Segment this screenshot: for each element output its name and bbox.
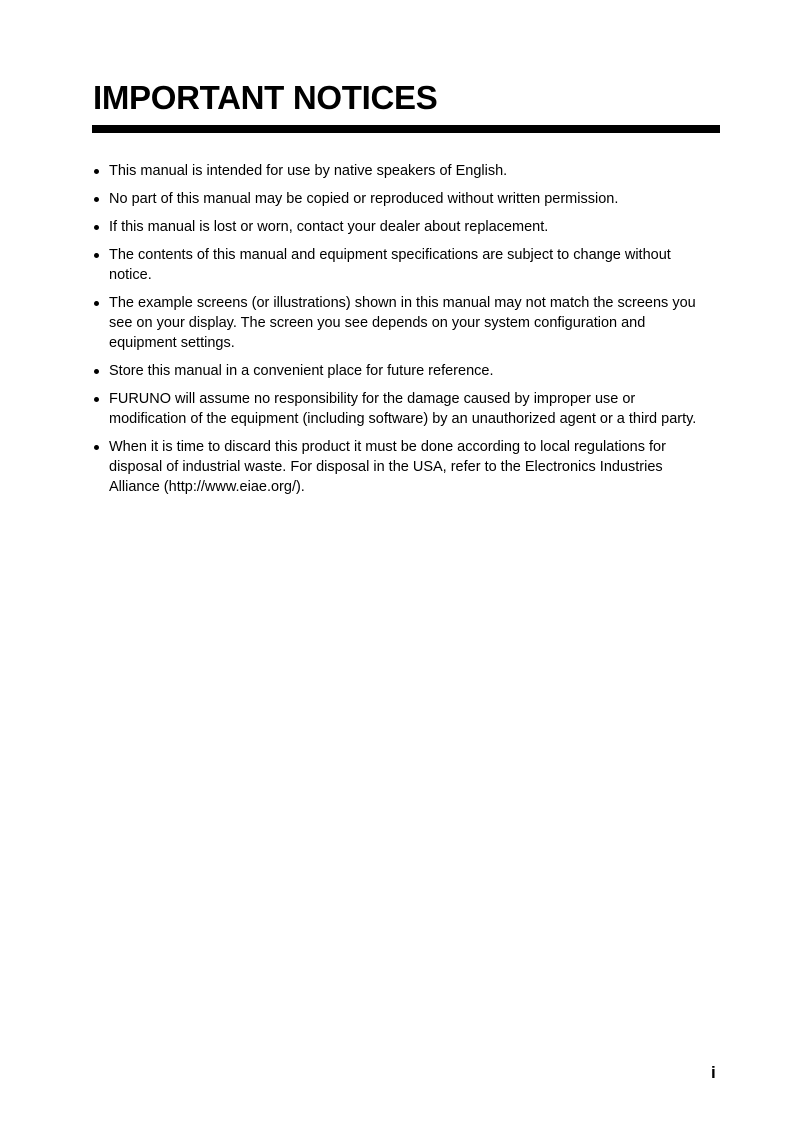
notice-item (92, 437, 708, 497)
notice-item (92, 189, 708, 209)
notice-item (92, 217, 708, 237)
notice-text: This manual is intended for use by native speakers of English. (109, 163, 508, 179)
notice-item (92, 245, 708, 285)
bullet-icon (94, 169, 99, 174)
notice-item (92, 161, 708, 181)
notice-text: The example screens (or illustrations) shown in this manual may not match the screens you see on your display. The screen you see depends on your system configuration and equipment settings. (109, 295, 696, 351)
title-rule (92, 125, 720, 133)
notice-item (92, 293, 708, 353)
bullet-icon (94, 445, 99, 450)
notice-text: When it is time to discard this product it must be done according to local regulations for disposal of industrial waste. For disposal in the USA, refer to the Electronics Industries Alliance (http://www.eiae.org/). (109, 439, 666, 495)
notice-text: Store this manual in a convenient place for future reference. (109, 363, 494, 379)
bullet-icon (94, 253, 99, 258)
bullet-icon (94, 197, 99, 202)
notice-text: If this manual is lost or worn, contact your dealer about replacement. (109, 219, 549, 235)
bullet-icon (94, 369, 99, 374)
page-number: i (711, 1063, 716, 1082)
notice-item (92, 361, 708, 381)
notice-item (92, 389, 708, 429)
bullet-icon (94, 301, 99, 306)
notice-list (92, 161, 708, 505)
bullet-icon (94, 397, 99, 402)
bullet-icon (94, 225, 99, 230)
notice-text: No part of this manual may be copied or reproduced without written permission. (109, 191, 619, 207)
page-title: IMPORTANT NOTICES (93, 79, 438, 116)
notice-text: FURUNO will assume no responsibility for the damage caused by improper use or modification of the equipment (including software) by an unauthorized agent or a third party. (109, 391, 697, 427)
notice-text: The contents of this manual and equipment specifications are subject to change without notice. (109, 247, 671, 283)
